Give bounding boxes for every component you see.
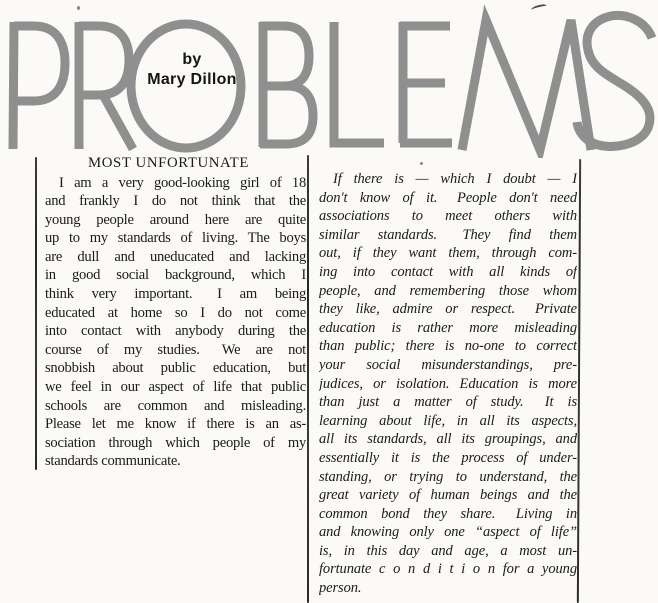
text-line: your social misunderstandings, pre- <box>319 356 577 373</box>
paper-speck <box>77 6 80 10</box>
text-line: course of my studies. We are not <box>45 341 306 358</box>
paper-speck <box>420 162 423 165</box>
reply-body <box>319 170 577 598</box>
text-line: associations to meet others with <box>319 208 577 225</box>
text-line: and frankly I do not think that the <box>45 193 306 210</box>
text-line: up to my standards of living. The boys <box>45 230 306 247</box>
text-line: standing, or trying to understand, the <box>319 468 577 485</box>
column-divider-rule <box>307 155 309 603</box>
text-line: schools are common and misleading. <box>45 397 306 414</box>
text-line: they like, admire or respect. Private <box>319 301 577 318</box>
byline-author: Mary Dillon <box>147 71 237 88</box>
text-line: than just a matter of study. It is <box>319 394 577 411</box>
text-line: essentially it is the process of under- <box>319 449 577 466</box>
text-line: similar standards. They find them <box>319 226 577 243</box>
text-line: is, in this day and age, a most un- <box>319 542 577 559</box>
text-line: don't know of it. People don't need <box>319 189 577 206</box>
byline <box>132 50 252 90</box>
text-line: into contact with anybody during the <box>45 323 306 340</box>
text-line: judices, or isolation. Education is more <box>319 375 577 392</box>
text-line: ing into contact with all kinds of <box>319 263 577 280</box>
text-line: sociation through which people of my <box>45 434 306 451</box>
text-line: in good social background, which I <box>45 267 306 284</box>
text-line: and knowing only one “aspect of life” <box>319 524 577 541</box>
text-line: If there is — which I doubt — I <box>333 171 577 187</box>
letter-heading: MOST UNFORTUNATE <box>88 155 249 171</box>
text-line: educated at home so I do not come <box>45 304 306 321</box>
reply-column <box>319 170 577 598</box>
text-line: out, if they want them, through com- <box>319 245 577 262</box>
text-line: snobbish about public education, but <box>45 360 306 377</box>
text-line: fortunate c o n d i t i o n for a young <box>319 561 577 578</box>
text-line: I am a very good-looking girl of 18 <box>59 174 306 191</box>
text-line: all its standards, all its groupings, and <box>319 431 577 448</box>
byline-prefix: by <box>182 51 202 68</box>
text-line: learning about life, in all its aspects, <box>319 412 577 429</box>
letter-body <box>45 174 306 472</box>
text-line: education is rather more misleading <box>319 319 577 336</box>
text-line: think very important. I am being <box>45 286 306 303</box>
text-line: are dull and uneducated and lacking <box>45 248 306 265</box>
problems-title-art <box>0 0 658 158</box>
text-line: person. <box>319 580 362 597</box>
text-line: Please let me know if there is an as- <box>45 416 306 433</box>
text-line: young people around here are quite <box>45 211 306 228</box>
text-line: standards communicate. <box>45 453 181 470</box>
text-line: common bond they share. Living in <box>319 505 577 522</box>
left-column-rule <box>35 157 37 470</box>
text-line: than public; there is no-one to correct <box>319 338 577 355</box>
right-column-rule <box>577 159 582 603</box>
text-line: people, and remembering those whom <box>319 282 577 299</box>
text-line: we feel in our aspect of life that public <box>45 379 306 396</box>
letter-column <box>45 154 306 471</box>
text-line: great variety of human beings and the <box>319 487 577 504</box>
